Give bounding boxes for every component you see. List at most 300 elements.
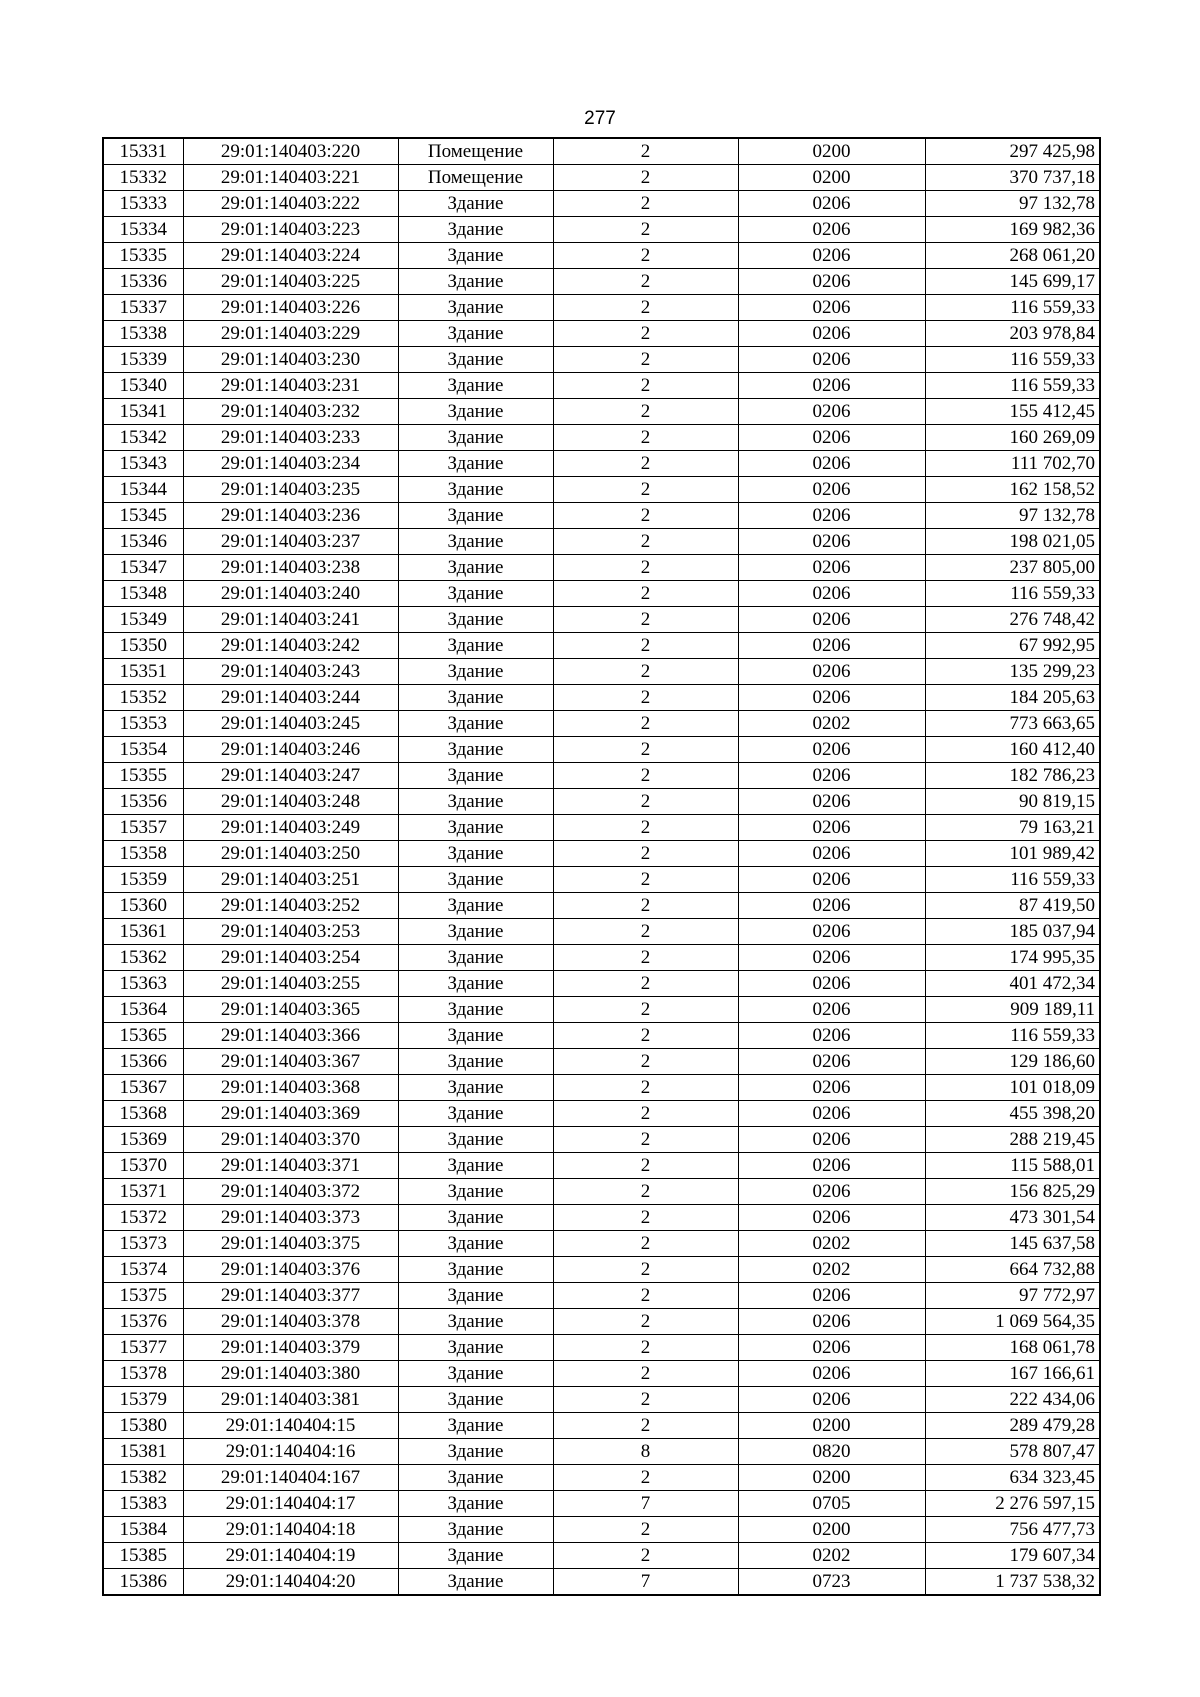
group-cell: 2	[553, 1309, 738, 1335]
group-cell: 2	[553, 165, 738, 191]
table-row	[103, 295, 1100, 321]
code-cell: 0202	[738, 1231, 925, 1257]
cadastral-number-cell: 29:01:140404:15	[183, 1413, 398, 1439]
object-type-cell: Здание	[398, 711, 553, 737]
code-cell: 0206	[738, 685, 925, 711]
table-row	[103, 165, 1100, 191]
row-number-cell: 15332	[103, 165, 183, 191]
object-type-cell: Здание	[398, 1075, 553, 1101]
row-number-cell: 15371	[103, 1179, 183, 1205]
cadastral-number-cell: 29:01:140403:380	[183, 1361, 398, 1387]
object-type-cell: Здание	[398, 685, 553, 711]
group-cell: 2	[553, 1153, 738, 1179]
code-cell: 0200	[738, 1465, 925, 1491]
table-row	[103, 373, 1100, 399]
row-number-cell: 15335	[103, 243, 183, 269]
row-number-cell: 15364	[103, 997, 183, 1023]
row-number-cell: 15355	[103, 763, 183, 789]
cadastral-value-cell: 185 037,94	[925, 919, 1100, 945]
group-cell: 2	[553, 763, 738, 789]
code-cell: 0206	[738, 477, 925, 503]
group-cell: 2	[553, 217, 738, 243]
cadastral-number-cell: 29:01:140403:366	[183, 1023, 398, 1049]
table-row	[103, 789, 1100, 815]
group-cell: 2	[553, 997, 738, 1023]
object-type-cell: Здание	[398, 1335, 553, 1361]
cadastral-value-cell: 97 772,97	[925, 1283, 1100, 1309]
cadastral-number-cell: 29:01:140403:233	[183, 425, 398, 451]
group-cell: 2	[553, 893, 738, 919]
object-type-cell: Здание	[398, 789, 553, 815]
row-number-cell: 15359	[103, 867, 183, 893]
cadastral-value-cell: 169 982,36	[925, 217, 1100, 243]
row-number-cell: 15378	[103, 1361, 183, 1387]
object-type-cell: Здание	[398, 763, 553, 789]
group-cell: 2	[553, 607, 738, 633]
cadastral-number-cell: 29:01:140403:229	[183, 321, 398, 347]
cadastral-number-cell: 29:01:140403:220	[183, 138, 398, 165]
code-cell: 0206	[738, 529, 925, 555]
table-row	[103, 737, 1100, 763]
object-type-cell: Здание	[398, 1413, 553, 1439]
code-cell: 0206	[738, 1361, 925, 1387]
cadastral-value-cell: 116 559,33	[925, 373, 1100, 399]
cadastral-number-cell: 29:01:140403:246	[183, 737, 398, 763]
row-number-cell: 15376	[103, 1309, 183, 1335]
object-type-cell: Здание	[398, 1517, 553, 1543]
cadastral-number-cell: 29:01:140403:252	[183, 893, 398, 919]
object-type-cell: Помещение	[398, 138, 553, 165]
cadastral-number-cell: 29:01:140403:378	[183, 1309, 398, 1335]
cadastral-value-cell: 79 163,21	[925, 815, 1100, 841]
object-type-cell: Здание	[398, 321, 553, 347]
cadastral-number-cell: 29:01:140403:247	[183, 763, 398, 789]
group-cell: 2	[553, 347, 738, 373]
group-cell: 2	[553, 919, 738, 945]
cadastral-value-cell: 401 472,34	[925, 971, 1100, 997]
cadastral-value-cell: 160 412,40	[925, 737, 1100, 763]
code-cell: 0206	[738, 1309, 925, 1335]
cadastral-value-cell: 1 069 564,35	[925, 1309, 1100, 1335]
cadastral-number-cell: 29:01:140403:248	[183, 789, 398, 815]
row-number-cell: 15357	[103, 815, 183, 841]
table-row	[103, 1517, 1100, 1543]
cadastral-number-cell: 29:01:140403:244	[183, 685, 398, 711]
table-row	[103, 1153, 1100, 1179]
cadastral-value-cell: 184 205,63	[925, 685, 1100, 711]
group-cell: 2	[553, 1231, 738, 1257]
row-number-cell: 15360	[103, 893, 183, 919]
table-row	[103, 425, 1100, 451]
code-cell: 0206	[738, 321, 925, 347]
table-row	[103, 1543, 1100, 1569]
cadastral-value-cell: 909 189,11	[925, 997, 1100, 1023]
cadastral-number-cell: 29:01:140403:253	[183, 919, 398, 945]
object-type-cell: Здание	[398, 1101, 553, 1127]
group-cell: 2	[553, 815, 738, 841]
row-number-cell: 15375	[103, 1283, 183, 1309]
group-cell: 2	[553, 1179, 738, 1205]
code-cell: 0202	[738, 1543, 925, 1569]
table-row	[103, 1387, 1100, 1413]
code-cell: 0202	[738, 1257, 925, 1283]
group-cell: 2	[553, 555, 738, 581]
table-row	[103, 399, 1100, 425]
group-cell: 2	[553, 1543, 738, 1569]
table-row	[103, 1309, 1100, 1335]
code-cell: 0206	[738, 945, 925, 971]
cadastral-value-cell: 198 021,05	[925, 529, 1100, 555]
row-number-cell: 15383	[103, 1491, 183, 1517]
object-type-cell: Здание	[398, 1153, 553, 1179]
cadastral-number-cell: 29:01:140403:371	[183, 1153, 398, 1179]
registry-table	[102, 137, 1101, 1596]
row-number-cell: 15372	[103, 1205, 183, 1231]
group-cell: 2	[553, 295, 738, 321]
cadastral-value-cell: 289 479,28	[925, 1413, 1100, 1439]
object-type-cell: Здание	[398, 1569, 553, 1596]
object-type-cell: Здание	[398, 1023, 553, 1049]
code-cell: 0206	[738, 217, 925, 243]
cadastral-number-cell: 29:01:140403:240	[183, 581, 398, 607]
row-number-cell: 15334	[103, 217, 183, 243]
cadastral-number-cell: 29:01:140403:379	[183, 1335, 398, 1361]
code-cell: 0206	[738, 867, 925, 893]
group-cell: 2	[553, 789, 738, 815]
object-type-cell: Здание	[398, 893, 553, 919]
cadastral-number-cell: 29:01:140403:224	[183, 243, 398, 269]
object-type-cell: Здание	[398, 1179, 553, 1205]
cadastral-value-cell: 101 989,42	[925, 841, 1100, 867]
object-type-cell: Здание	[398, 191, 553, 217]
row-number-cell: 15385	[103, 1543, 183, 1569]
table-row	[103, 1023, 1100, 1049]
page-number: 277	[584, 108, 616, 129]
object-type-cell: Здание	[398, 555, 553, 581]
object-type-cell: Здание	[398, 1309, 553, 1335]
group-cell: 2	[553, 1127, 738, 1153]
table-row	[103, 529, 1100, 555]
code-cell: 0206	[738, 1075, 925, 1101]
cadastral-value-cell: 116 559,33	[925, 347, 1100, 373]
row-number-cell: 15386	[103, 1569, 183, 1596]
code-cell: 0206	[738, 1179, 925, 1205]
code-cell: 0206	[738, 789, 925, 815]
group-cell: 2	[553, 711, 738, 737]
row-number-cell: 15351	[103, 659, 183, 685]
cadastral-value-cell: 276 748,42	[925, 607, 1100, 633]
row-number-cell: 15366	[103, 1049, 183, 1075]
cadastral-value-cell: 297 425,98	[925, 138, 1100, 165]
group-cell: 2	[553, 1257, 738, 1283]
table-row	[103, 971, 1100, 997]
code-cell: 0206	[738, 581, 925, 607]
cadastral-value-cell: 1 737 538,32	[925, 1569, 1100, 1596]
cadastral-number-cell: 29:01:140403:381	[183, 1387, 398, 1413]
code-cell: 0206	[738, 1335, 925, 1361]
row-number-cell: 15361	[103, 919, 183, 945]
object-type-cell: Помещение	[398, 165, 553, 191]
cadastral-value-cell: 145 699,17	[925, 269, 1100, 295]
row-number-cell: 15381	[103, 1439, 183, 1465]
code-cell: 0206	[738, 763, 925, 789]
cadastral-number-cell: 29:01:140403:250	[183, 841, 398, 867]
cadastral-value-cell: 162 158,52	[925, 477, 1100, 503]
cadastral-value-cell: 116 559,33	[925, 295, 1100, 321]
object-type-cell: Здание	[398, 503, 553, 529]
code-cell: 0206	[738, 971, 925, 997]
table-row	[103, 1413, 1100, 1439]
cadastral-value-cell: 2 276 597,15	[925, 1491, 1100, 1517]
code-cell: 0200	[738, 1517, 925, 1543]
row-number-cell: 15358	[103, 841, 183, 867]
cadastral-value-cell: 203 978,84	[925, 321, 1100, 347]
object-type-cell: Здание	[398, 1257, 553, 1283]
code-cell: 0206	[738, 815, 925, 841]
cadastral-number-cell: 29:01:140403:372	[183, 1179, 398, 1205]
object-type-cell: Здание	[398, 815, 553, 841]
table-row	[103, 1361, 1100, 1387]
table-row	[103, 1075, 1100, 1101]
object-type-cell: Здание	[398, 399, 553, 425]
cadastral-value-cell: 97 132,78	[925, 503, 1100, 529]
code-cell: 0206	[738, 607, 925, 633]
group-cell: 2	[553, 269, 738, 295]
table-row	[103, 321, 1100, 347]
group-cell: 2	[553, 1283, 738, 1309]
table-row	[103, 217, 1100, 243]
table-row	[103, 477, 1100, 503]
object-type-cell: Здание	[398, 243, 553, 269]
group-cell: 2	[553, 1361, 738, 1387]
group-cell: 2	[553, 1023, 738, 1049]
table-row	[103, 945, 1100, 971]
object-type-cell: Здание	[398, 1439, 553, 1465]
object-type-cell: Здание	[398, 607, 553, 633]
object-type-cell: Здание	[398, 529, 553, 555]
table-row	[103, 1205, 1100, 1231]
cadastral-value-cell: 155 412,45	[925, 399, 1100, 425]
object-type-cell: Здание	[398, 1361, 553, 1387]
cadastral-number-cell: 29:01:140403:367	[183, 1049, 398, 1075]
group-cell: 2	[553, 1517, 738, 1543]
group-cell: 2	[553, 737, 738, 763]
row-number-cell: 15340	[103, 373, 183, 399]
row-number-cell: 15354	[103, 737, 183, 763]
group-cell: 2	[553, 1413, 738, 1439]
row-number-cell: 15362	[103, 945, 183, 971]
table-row	[103, 269, 1100, 295]
table-row	[103, 997, 1100, 1023]
table-row	[103, 191, 1100, 217]
group-cell: 2	[553, 1075, 738, 1101]
group-cell: 7	[553, 1569, 738, 1596]
row-number-cell: 15353	[103, 711, 183, 737]
code-cell: 0206	[738, 1153, 925, 1179]
code-cell: 0206	[738, 919, 925, 945]
object-type-cell: Здание	[398, 919, 553, 945]
code-cell: 0206	[738, 399, 925, 425]
cadastral-value-cell: 455 398,20	[925, 1101, 1100, 1127]
cadastral-number-cell: 29:01:140403:238	[183, 555, 398, 581]
cadastral-value-cell: 135 299,23	[925, 659, 1100, 685]
code-cell: 0206	[738, 841, 925, 867]
group-cell: 2	[553, 685, 738, 711]
cadastral-value-cell: 116 559,33	[925, 581, 1100, 607]
cadastral-number-cell: 29:01:140403:370	[183, 1127, 398, 1153]
table-row	[103, 893, 1100, 919]
object-type-cell: Здание	[398, 867, 553, 893]
table-row	[103, 1335, 1100, 1361]
code-cell: 0206	[738, 1127, 925, 1153]
cadastral-number-cell: 29:01:140404:167	[183, 1465, 398, 1491]
row-number-cell: 15382	[103, 1465, 183, 1491]
cadastral-number-cell: 29:01:140403:236	[183, 503, 398, 529]
cadastral-value-cell: 773 663,65	[925, 711, 1100, 737]
code-cell: 0206	[738, 1049, 925, 1075]
row-number-cell: 15368	[103, 1101, 183, 1127]
cadastral-number-cell: 29:01:140403:249	[183, 815, 398, 841]
table-row	[103, 1179, 1100, 1205]
cadastral-value-cell: 578 807,47	[925, 1439, 1100, 1465]
table-row	[103, 1127, 1100, 1153]
code-cell: 0206	[738, 1101, 925, 1127]
cadastral-value-cell: 97 132,78	[925, 191, 1100, 217]
cadastral-value-cell: 370 737,18	[925, 165, 1100, 191]
cadastral-value-cell: 156 825,29	[925, 1179, 1100, 1205]
row-number-cell: 15379	[103, 1387, 183, 1413]
cadastral-number-cell: 29:01:140403:222	[183, 191, 398, 217]
object-type-cell: Здание	[398, 1205, 553, 1231]
cadastral-number-cell: 29:01:140404:17	[183, 1491, 398, 1517]
cadastral-number-cell: 29:01:140403:368	[183, 1075, 398, 1101]
cadastral-value-cell: 182 786,23	[925, 763, 1100, 789]
group-cell: 2	[553, 633, 738, 659]
cadastral-number-cell: 29:01:140403:376	[183, 1257, 398, 1283]
code-cell: 0206	[738, 1387, 925, 1413]
object-type-cell: Здание	[398, 581, 553, 607]
object-type-cell: Здание	[398, 1543, 553, 1569]
object-type-cell: Здание	[398, 945, 553, 971]
row-number-cell: 15338	[103, 321, 183, 347]
table-row	[103, 1231, 1100, 1257]
table-row	[103, 1101, 1100, 1127]
row-number-cell: 15373	[103, 1231, 183, 1257]
row-number-cell: 15342	[103, 425, 183, 451]
table-row	[103, 867, 1100, 893]
object-type-cell: Здание	[398, 1127, 553, 1153]
code-cell: 0202	[738, 711, 925, 737]
group-cell: 2	[553, 1335, 738, 1361]
cadastral-number-cell: 29:01:140404:20	[183, 1569, 398, 1596]
cadastral-number-cell: 29:01:140403:226	[183, 295, 398, 321]
cadastral-value-cell: 101 018,09	[925, 1075, 1100, 1101]
object-type-cell: Здание	[398, 425, 553, 451]
cadastral-value-cell: 268 061,20	[925, 243, 1100, 269]
cadastral-value-cell: 634 323,45	[925, 1465, 1100, 1491]
table-row	[103, 1439, 1100, 1465]
code-cell: 0206	[738, 503, 925, 529]
row-number-cell: 15336	[103, 269, 183, 295]
cadastral-number-cell: 29:01:140403:235	[183, 477, 398, 503]
cadastral-number-cell: 29:01:140403:232	[183, 399, 398, 425]
code-cell: 0723	[738, 1569, 925, 1596]
table-row	[103, 815, 1100, 841]
code-cell: 0200	[738, 1413, 925, 1439]
row-number-cell: 15380	[103, 1413, 183, 1439]
row-number-cell: 15367	[103, 1075, 183, 1101]
object-type-cell: Здание	[398, 1049, 553, 1075]
row-number-cell: 15374	[103, 1257, 183, 1283]
group-cell: 2	[553, 529, 738, 555]
object-type-cell: Здание	[398, 1491, 553, 1517]
group-cell: 2	[553, 1465, 738, 1491]
table-row	[103, 1491, 1100, 1517]
code-cell: 0705	[738, 1491, 925, 1517]
group-cell: 2	[553, 1205, 738, 1231]
cadastral-value-cell: 67 992,95	[925, 633, 1100, 659]
table-row	[103, 1465, 1100, 1491]
code-cell: 0206	[738, 243, 925, 269]
group-cell: 2	[553, 1387, 738, 1413]
code-cell: 0206	[738, 1023, 925, 1049]
code-cell: 0206	[738, 633, 925, 659]
table-row	[103, 919, 1100, 945]
object-type-cell: Здание	[398, 971, 553, 997]
group-cell: 8	[553, 1439, 738, 1465]
cadastral-value-cell: 160 269,09	[925, 425, 1100, 451]
group-cell: 7	[553, 1491, 738, 1517]
cadastral-value-cell: 116 559,33	[925, 1023, 1100, 1049]
cadastral-number-cell: 29:01:140403:369	[183, 1101, 398, 1127]
object-type-cell: Здание	[398, 1465, 553, 1491]
cadastral-value-cell: 222 434,06	[925, 1387, 1100, 1413]
row-number-cell: 15369	[103, 1127, 183, 1153]
cadastral-value-cell: 116 559,33	[925, 867, 1100, 893]
row-number-cell: 15348	[103, 581, 183, 607]
row-number-cell: 15345	[103, 503, 183, 529]
group-cell: 2	[553, 581, 738, 607]
code-cell: 0206	[738, 373, 925, 399]
cadastral-number-cell: 29:01:140403:241	[183, 607, 398, 633]
code-cell: 0206	[738, 997, 925, 1023]
code-cell: 0206	[738, 451, 925, 477]
group-cell: 2	[553, 451, 738, 477]
cadastral-value-cell: 90 819,15	[925, 789, 1100, 815]
table-row	[103, 1049, 1100, 1075]
object-type-cell: Здание	[398, 1231, 553, 1257]
table-row	[103, 503, 1100, 529]
cadastral-value-cell: 664 732,88	[925, 1257, 1100, 1283]
cadastral-number-cell: 29:01:140403:242	[183, 633, 398, 659]
code-cell: 0206	[738, 295, 925, 321]
row-number-cell: 15363	[103, 971, 183, 997]
cadastral-number-cell: 29:01:140403:243	[183, 659, 398, 685]
row-number-cell: 15352	[103, 685, 183, 711]
cadastral-number-cell: 29:01:140403:375	[183, 1231, 398, 1257]
table-row	[103, 711, 1100, 737]
table-row	[103, 763, 1100, 789]
group-cell: 2	[553, 867, 738, 893]
object-type-cell: Здание	[398, 477, 553, 503]
row-number-cell: 15331	[103, 138, 183, 165]
object-type-cell: Здание	[398, 997, 553, 1023]
group-cell: 2	[553, 399, 738, 425]
code-cell: 0206	[738, 659, 925, 685]
group-cell: 2	[553, 243, 738, 269]
object-type-cell: Здание	[398, 737, 553, 763]
cadastral-value-cell: 237 805,00	[925, 555, 1100, 581]
